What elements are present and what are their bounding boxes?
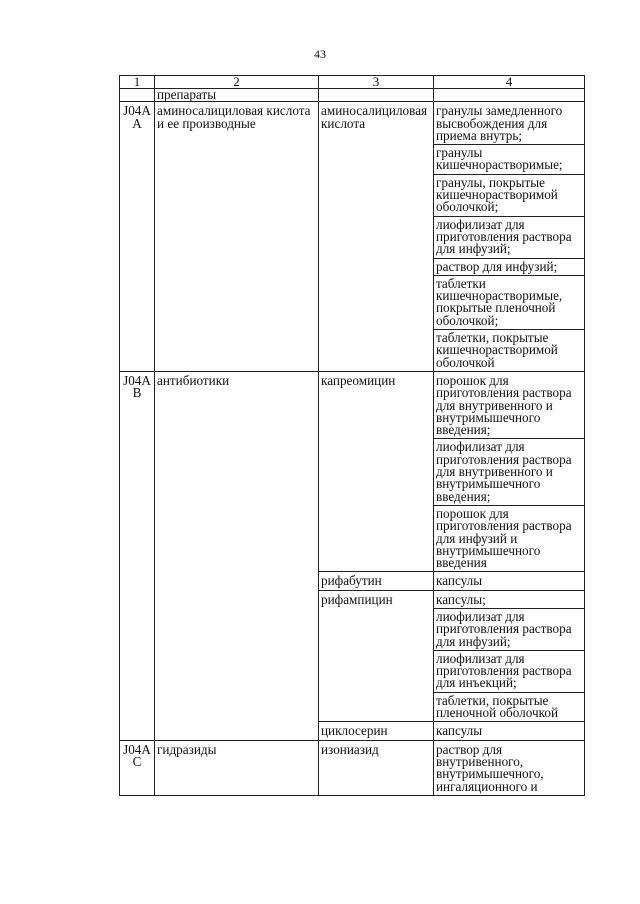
dosage-forms (434, 740, 585, 795)
dosage-form: капсулы; (436, 591, 486, 607)
dosage-form: порошок для приготовления раствора для внутривенного и внутримышечного введения; (436, 372, 572, 438)
dosage-form: лиофилизат для приготовления раствора для внутривенного и внутримышечного введения; (434, 438, 584, 504)
group-name: антибиотики (155, 371, 319, 740)
continued-row (120, 89, 585, 102)
header-cell: 4 (434, 76, 585, 89)
drug-name: рифампицин (319, 590, 434, 722)
dosage-form: капсулы (436, 723, 483, 739)
continued-text: препараты (155, 89, 319, 102)
table-row (120, 740, 585, 795)
group-name: гидразиды (155, 740, 319, 795)
dosage-form: капсулы (436, 573, 483, 589)
table-row (120, 102, 585, 372)
dosage-form: раствор для инфузий; (434, 258, 584, 275)
drug-name: рифабутин (319, 572, 434, 590)
drug-name: капреомицин (319, 371, 434, 571)
atc-code: J04A А (120, 102, 155, 372)
dosage-form: порошок для приготовления раствора для инфузий и внутримышечного введения (434, 505, 584, 571)
dosage-form: лиофилизат для приготовления раствора для инъекций; (434, 650, 584, 692)
drug-table (119, 75, 585, 796)
dosage-forms (434, 722, 585, 740)
header-cell: 3 (319, 76, 434, 89)
header-cell: 1 (120, 76, 155, 89)
dosage-forms (434, 102, 585, 372)
page-number: 43 (314, 47, 326, 61)
drug-name: изониазид (319, 740, 434, 795)
dosage-form: таблетки, покрытые кишечнорастворимой оболочкой (434, 329, 584, 371)
dosage-form: раствор для внутривенного, внутримышечного, ингаляционного и (436, 741, 544, 794)
header-cell: 2 (155, 76, 319, 89)
drug-name: аминосалициловая кислота (319, 102, 434, 372)
dosage-form: гранулы, покрытые кишечнорастворимой оболочкой; (434, 174, 584, 216)
dosage-form: таблетки кишечнорастворимые, покрытые пленочной оболочкой; (434, 275, 584, 329)
dosage-form: таблетки, покрытые пленочной оболочкой (434, 692, 584, 722)
dosage-form: гранулы кишечнорастворимые; (434, 144, 584, 174)
table-row (120, 371, 585, 571)
group-name: аминосалициловая кислота и ее производные (155, 102, 319, 372)
atc-code: J04A С (120, 740, 155, 795)
dosage-forms (434, 572, 585, 590)
dosage-form: лиофилизат для приготовления раствора для инфузий; (434, 216, 584, 258)
dosage-forms (434, 590, 585, 722)
atc-code: J04A В (120, 371, 155, 740)
drug-name: циклосерин (319, 722, 434, 740)
dosage-form: гранулы замедленного высвобождения для приема внутрь; (436, 103, 563, 143)
dosage-form: лиофилизат для приготовления раствора для инфузий; (434, 608, 584, 650)
dosage-forms (434, 371, 585, 571)
